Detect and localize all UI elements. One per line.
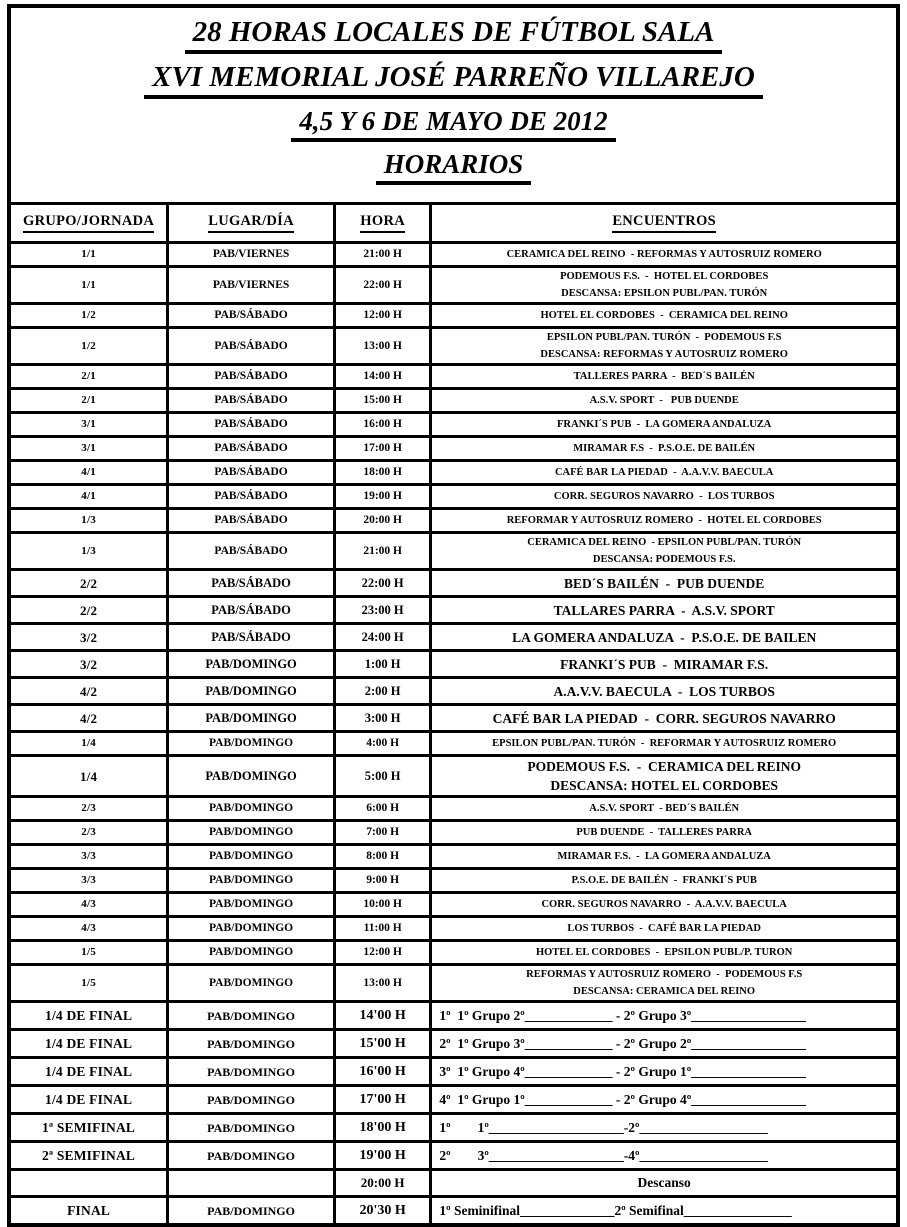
grupo-cell: 1/4 DE FINAL: [9, 1058, 168, 1086]
lugar-cell: PAB/SÁBADO: [168, 389, 335, 413]
grupo-cell: 4/1: [9, 485, 168, 509]
lugar-cell: PAB/DOMINGO: [168, 869, 335, 893]
grupo-cell: 4/1: [9, 461, 168, 485]
encuentro-line: CORR. SEGUROS NAVARRO - A.A.V.V. BAECULA: [541, 899, 787, 910]
grupo-cell: 4/2: [9, 678, 168, 705]
encuentro-line: 1º 1º Grupo 2º_____________ - 2º Grupo 3º_________________: [439, 1007, 806, 1023]
encuentro-line: PUB DUENDE - TALLERES PARRA: [576, 827, 752, 838]
hora-cell: 18'00 H: [334, 1114, 430, 1142]
hora-cell: 5:00 H: [334, 756, 430, 797]
encuentro-line: LOS TURBOS - CAFÉ BAR LA PIEDAD: [567, 923, 761, 934]
encuentro-line: Descanso: [637, 1175, 691, 1190]
encuentro-line: EPSILON PUBL/PAN. TURÓN - PODEMOUS F.S: [546, 332, 782, 343]
encuentro-cell: [431, 869, 898, 893]
encuentro-cell: [431, 705, 898, 732]
schedule-row: [9, 509, 898, 533]
hora-cell: 16'00 H: [334, 1058, 430, 1086]
hora-cell: 19:00 H: [334, 485, 430, 509]
encuentro-line: DESCANSA: EPSILON PUBL/PAN. TURÓN: [561, 288, 768, 299]
schedule-row: [9, 965, 898, 1002]
schedule-body: [9, 243, 898, 1226]
encuentro-line: BED´S BAILÉN - PUB DUENDE: [564, 575, 765, 591]
grupo-cell: 2/1: [9, 365, 168, 389]
encuentro-line: CERAMICA DEL REINO - EPSILON PUBL/PAN. TURÓN: [527, 537, 802, 548]
column-header-lugar-label: LUGAR/DÍA: [208, 213, 294, 233]
encuentro-cell: [431, 243, 898, 267]
encuentro-line: 3º 1º Grupo 4º_____________ - 2º Grupo 1º_________________: [439, 1063, 806, 1079]
dates-line-text: 4,5 Y 6 DE MAYO DE 2012: [291, 106, 615, 142]
encuentro-line: HOTEL EL CORDOBES - CERAMICA DEL REINO: [540, 310, 788, 321]
schedule-row: [9, 1170, 898, 1197]
encuentro-line: MIRAMAR F.S - P.S.O.E. DE BAILÉN: [573, 443, 756, 454]
encuentro-cell: [431, 797, 898, 821]
hora-cell: 20:00 H: [334, 1170, 430, 1197]
title-block: [9, 6, 898, 204]
encuentro-line: 4º 1º Grupo 1º_____________ - 2º Grupo 4º_________________: [439, 1091, 806, 1107]
encuentro-line: CAFÉ BAR LA PIEDAD - CORR. SEGUROS NAVARRO: [492, 710, 836, 726]
lugar-cell: PAB/DOMINGO: [168, 1030, 335, 1058]
title-row: [9, 6, 898, 204]
schedule-row: [9, 1114, 898, 1142]
grupo-cell: 1/1: [9, 243, 168, 267]
encuentro-cell: [431, 756, 898, 797]
lugar-cell: PAB/DOMINGO: [168, 821, 335, 845]
hora-cell: 13:00 H: [334, 328, 430, 365]
encuentro-cell: [431, 624, 898, 651]
grupo-cell: 1/4 DE FINAL: [9, 1086, 168, 1114]
grupo-cell: 1/4 DE FINAL: [9, 1030, 168, 1058]
grupo-cell: 1/2: [9, 328, 168, 365]
lugar-cell: PAB/VIERNES: [168, 267, 335, 304]
schedule-row: [9, 624, 898, 651]
schedule-row: [9, 797, 898, 821]
grupo-cell: 2/3: [9, 797, 168, 821]
hora-cell: 21:00 H: [334, 533, 430, 570]
encuentro-cell: [431, 1170, 898, 1197]
lugar-cell: [168, 1170, 335, 1197]
encuentro-line: 1º 1º____________________-2º___________________: [439, 1119, 768, 1135]
grupo-cell: 1ª SEMIFINAL: [9, 1114, 168, 1142]
schedule-row: [9, 1086, 898, 1114]
lugar-cell: PAB/SÁBADO: [168, 509, 335, 533]
dates-line: [11, 106, 896, 142]
schedule-row: [9, 328, 898, 365]
hora-cell: 3:00 H: [334, 705, 430, 732]
encuentro-line: CAFÉ BAR LA PIEDAD - A.A.V.V. BAECULA: [554, 467, 774, 478]
hora-cell: 6:00 H: [334, 797, 430, 821]
encuentro-cell: [431, 732, 898, 756]
lugar-cell: PAB/DOMINGO: [168, 1142, 335, 1170]
encuentro-cell: [431, 461, 898, 485]
hora-cell: 16:00 H: [334, 413, 430, 437]
grupo-cell: [9, 1170, 168, 1197]
column-header-encuentros-label: ENCUENTROS: [612, 213, 716, 233]
hora-cell: 10:00 H: [334, 893, 430, 917]
hora-cell: 17:00 H: [334, 437, 430, 461]
hora-cell: 22:00 H: [334, 570, 430, 597]
hora-cell: 19'00 H: [334, 1142, 430, 1170]
schedule-table: [7, 4, 900, 1227]
grupo-cell: 1/5: [9, 941, 168, 965]
column-header-hora: [334, 204, 430, 243]
hora-cell: 22:00 H: [334, 267, 430, 304]
encuentro-line: DESCANSA: CERAMICA DEL REINO: [573, 986, 756, 997]
grupo-cell: 3/2: [9, 651, 168, 678]
hora-cell: 11:00 H: [334, 917, 430, 941]
encuentro-cell: [431, 597, 898, 624]
encuentro-line: LA GOMERA ANDALUZA - P.S.O.E. DE BAILEN: [512, 629, 817, 645]
encuentro-cell: [431, 845, 898, 869]
lugar-cell: PAB/SÁBADO: [168, 624, 335, 651]
encuentro-cell: [431, 267, 898, 304]
encuentro-line: FRANKI´S PUB - LA GOMERA ANDALUZA: [556, 419, 772, 430]
grupo-cell: FINAL: [9, 1197, 168, 1226]
schedule-row: [9, 243, 898, 267]
hora-cell: 15:00 H: [334, 389, 430, 413]
schedule-row: [9, 845, 898, 869]
tournament-title-text: 28 HORAS LOCALES DE FÚTBOL SALA: [185, 16, 723, 54]
encuentro-cell: [431, 304, 898, 328]
schedule-row: [9, 570, 898, 597]
encuentro-line: TALLERES PARRA - BED´S BAILÉN: [573, 371, 755, 382]
hora-cell: 18:00 H: [334, 461, 430, 485]
column-header-encuentros: [431, 204, 898, 243]
encuentro-cell: [431, 941, 898, 965]
encuentro-cell: [431, 413, 898, 437]
hora-cell: 14'00 H: [334, 1002, 430, 1030]
schedule-row: [9, 1058, 898, 1086]
encuentro-line: P.S.O.E. DE BAILÉN - FRANKI´S PUB: [571, 875, 757, 886]
schedule-row: [9, 267, 898, 304]
lugar-cell: PAB/DOMINGO: [168, 845, 335, 869]
encuentro-cell: [431, 1197, 898, 1226]
grupo-cell: 1/4: [9, 756, 168, 797]
encuentro-line: FRANKI´S PUB - MIRAMAR F.S.: [560, 656, 769, 672]
encuentro-line: DESCANSA: PODEMOUS F.S.: [592, 554, 736, 565]
schedule-row: [9, 1030, 898, 1058]
column-header-grupo: [9, 204, 168, 243]
grupo-cell: 3/3: [9, 845, 168, 869]
grupo-cell: 3/1: [9, 413, 168, 437]
encuentro-cell: [431, 328, 898, 365]
encuentro-line: 1º Seminifinal______________2º Semifinal________________: [439, 1202, 792, 1218]
encuentro-line: A.A.V.V. BAECULA - LOS TURBOS: [553, 683, 775, 699]
lugar-cell: PAB/SÁBADO: [168, 533, 335, 570]
grupo-cell: 4/2: [9, 705, 168, 732]
lugar-cell: PAB/DOMINGO: [168, 756, 335, 797]
lugar-cell: PAB/SÁBADO: [168, 485, 335, 509]
column-header-hora-label: HORA: [360, 213, 405, 233]
lugar-cell: PAB/SÁBADO: [168, 304, 335, 328]
encuentro-line: DESCANSA: REFORMAS Y AUTOSRUIZ ROMERO: [540, 349, 788, 360]
encuentro-line: A.S.V. SPORT - PUB DUENDE: [589, 395, 739, 406]
memorial-subtitle-text: XVI MEMORIAL JOSÉ PARREÑO VILLAREJO: [144, 61, 763, 99]
grupo-cell: 1/3: [9, 533, 168, 570]
schedule-row: [9, 651, 898, 678]
lugar-cell: PAB/DOMINGO: [168, 1058, 335, 1086]
schedule-row: [9, 533, 898, 570]
encuentro-cell: [431, 678, 898, 705]
encuentro-cell: [431, 1142, 898, 1170]
grupo-cell: 4/3: [9, 893, 168, 917]
encuentro-cell: [431, 1058, 898, 1086]
lugar-cell: PAB/DOMINGO: [168, 941, 335, 965]
lugar-cell: PAB/DOMINGO: [168, 917, 335, 941]
lugar-cell: PAB/SÁBADO: [168, 461, 335, 485]
lugar-cell: PAB/DOMINGO: [168, 678, 335, 705]
memorial-subtitle: [11, 61, 896, 99]
grupo-cell: 3/1: [9, 437, 168, 461]
lugar-cell: PAB/DOMINGO: [168, 651, 335, 678]
schedule-row: [9, 869, 898, 893]
grupo-cell: 1/2: [9, 304, 168, 328]
hora-cell: 20:00 H: [334, 509, 430, 533]
encuentro-cell: [431, 533, 898, 570]
encuentro-line: CORR. SEGUROS NAVARRO - LOS TURBOS: [553, 491, 775, 502]
lugar-cell: PAB/DOMINGO: [168, 1002, 335, 1030]
schedule-row: [9, 1142, 898, 1170]
lugar-cell: PAB/SÁBADO: [168, 365, 335, 389]
encuentro-line: A.S.V. SPORT - BED´S BAILÉN: [589, 803, 740, 814]
grupo-cell: 2ª SEMIFINAL: [9, 1142, 168, 1170]
lugar-cell: PAB/SÁBADO: [168, 437, 335, 461]
grupo-cell: 3/2: [9, 624, 168, 651]
grupo-cell: 1/4: [9, 732, 168, 756]
encuentro-line: PODEMOUS F.S. - CERAMICA DEL REINO: [527, 759, 802, 774]
encuentro-line: HOTEL EL CORDOBES - EPSILON PUBL/P. TURON: [535, 947, 793, 958]
encuentro-cell: [431, 1086, 898, 1114]
hora-cell: 23:00 H: [334, 597, 430, 624]
lugar-cell: PAB/DOMINGO: [168, 732, 335, 756]
tournament-title: [11, 16, 896, 54]
column-header-lugar: [168, 204, 335, 243]
encuentro-cell: [431, 893, 898, 917]
schedule-row: [9, 365, 898, 389]
hora-cell: 14:00 H: [334, 365, 430, 389]
grupo-cell: 1/1: [9, 267, 168, 304]
hora-cell: 12:00 H: [334, 941, 430, 965]
column-header-row: [9, 204, 898, 243]
lugar-cell: PAB/DOMINGO: [168, 797, 335, 821]
hora-cell: 8:00 H: [334, 845, 430, 869]
lugar-cell: PAB/SÁBADO: [168, 597, 335, 624]
horarios-heading: [11, 149, 896, 185]
lugar-cell: PAB/DOMINGO: [168, 1197, 335, 1226]
hora-cell: 12:00 H: [334, 304, 430, 328]
schedule-row: [9, 705, 898, 732]
hora-cell: 21:00 H: [334, 243, 430, 267]
hora-cell: 7:00 H: [334, 821, 430, 845]
encuentro-line: CERAMICA DEL REINO - REFORMAS Y AUTOSRUIZ ROMERO: [506, 249, 822, 260]
hora-cell: 4:00 H: [334, 732, 430, 756]
hora-cell: 17'00 H: [334, 1086, 430, 1114]
grupo-cell: 1/4 DE FINAL: [9, 1002, 168, 1030]
encuentro-cell: [431, 1114, 898, 1142]
hora-cell: 20'30 H: [334, 1197, 430, 1226]
encuentro-line: TALLARES PARRA - A.S.V. SPORT: [553, 602, 775, 618]
schedule-row: [9, 732, 898, 756]
hora-cell: 13:00 H: [334, 965, 430, 1002]
encuentro-cell: [431, 1030, 898, 1058]
encuentro-cell: [431, 821, 898, 845]
schedule-row: [9, 437, 898, 461]
lugar-cell: PAB/SÁBADO: [168, 570, 335, 597]
encuentro-line: DESCANSA: HOTEL EL CORDOBES: [550, 778, 779, 793]
schedule-row: [9, 917, 898, 941]
grupo-cell: 1/3: [9, 509, 168, 533]
lugar-cell: PAB/DOMINGO: [168, 705, 335, 732]
encuentro-line: EPSILON PUBL/PAN. TURÓN - REFORMAR Y AUTOSRUIZ ROMERO: [492, 738, 837, 749]
schedule-row: [9, 389, 898, 413]
encuentro-cell: [431, 485, 898, 509]
schedule-row: [9, 756, 898, 797]
encuentro-cell: [431, 917, 898, 941]
schedule-row: [9, 1002, 898, 1030]
encuentro-cell: [431, 965, 898, 1002]
encuentro-cell: [431, 1002, 898, 1030]
grupo-cell: 3/3: [9, 869, 168, 893]
lugar-cell: PAB/DOMINGO: [168, 893, 335, 917]
title-section: [9, 6, 898, 243]
lugar-cell: PAB/SÁBADO: [168, 413, 335, 437]
grupo-cell: 1/5: [9, 965, 168, 1002]
schedule-row: [9, 893, 898, 917]
encuentro-cell: [431, 509, 898, 533]
column-header-grupo-label: GRUPO/JORNADA: [23, 213, 154, 233]
hora-cell: 9:00 H: [334, 869, 430, 893]
encuentro-cell: [431, 389, 898, 413]
encuentro-cell: [431, 570, 898, 597]
grupo-cell: 4/3: [9, 917, 168, 941]
schedule-row: [9, 678, 898, 705]
horarios-heading-text: HORARIOS: [376, 149, 532, 185]
grupo-cell: 2/3: [9, 821, 168, 845]
encuentro-cell: [431, 365, 898, 389]
schedule-row: [9, 1197, 898, 1226]
lugar-cell: PAB/DOMINGO: [168, 965, 335, 1002]
encuentro-line: REFORMAS Y AUTOSRUIZ ROMERO - PODEMOUS F.S: [526, 969, 803, 980]
encuentro-cell: [431, 437, 898, 461]
schedule-row: [9, 461, 898, 485]
hora-cell: 24:00 H: [334, 624, 430, 651]
encuentro-line: PODEMOUS F.S. - HOTEL EL CORDOBES: [560, 271, 769, 282]
grupo-cell: 2/2: [9, 597, 168, 624]
encuentro-line: 2º 3º____________________-4º___________________: [439, 1147, 768, 1163]
hora-cell: 1:00 H: [334, 651, 430, 678]
lugar-cell: PAB/SÁBADO: [168, 328, 335, 365]
lugar-cell: PAB/VIERNES: [168, 243, 335, 267]
lugar-cell: PAB/DOMINGO: [168, 1086, 335, 1114]
schedule-row: [9, 485, 898, 509]
schedule-row: [9, 597, 898, 624]
lugar-cell: PAB/DOMINGO: [168, 1114, 335, 1142]
hora-cell: 2:00 H: [334, 678, 430, 705]
encuentro-line: MIRAMAR F.S. - LA GOMERA ANDALUZA: [557, 851, 771, 862]
schedule-row: [9, 821, 898, 845]
schedule-row: [9, 413, 898, 437]
encuentro-cell: [431, 651, 898, 678]
grupo-cell: 2/2: [9, 570, 168, 597]
schedule-row: [9, 304, 898, 328]
schedule-row: [9, 941, 898, 965]
hora-cell: 15'00 H: [334, 1030, 430, 1058]
encuentro-line: 2º 1º Grupo 3º_____________ - 2º Grupo 2º_________________: [439, 1035, 806, 1051]
encuentro-line: REFORMAR Y AUTOSRUIZ ROMERO - HOTEL EL CORDOBES: [506, 515, 822, 526]
grupo-cell: 2/1: [9, 389, 168, 413]
